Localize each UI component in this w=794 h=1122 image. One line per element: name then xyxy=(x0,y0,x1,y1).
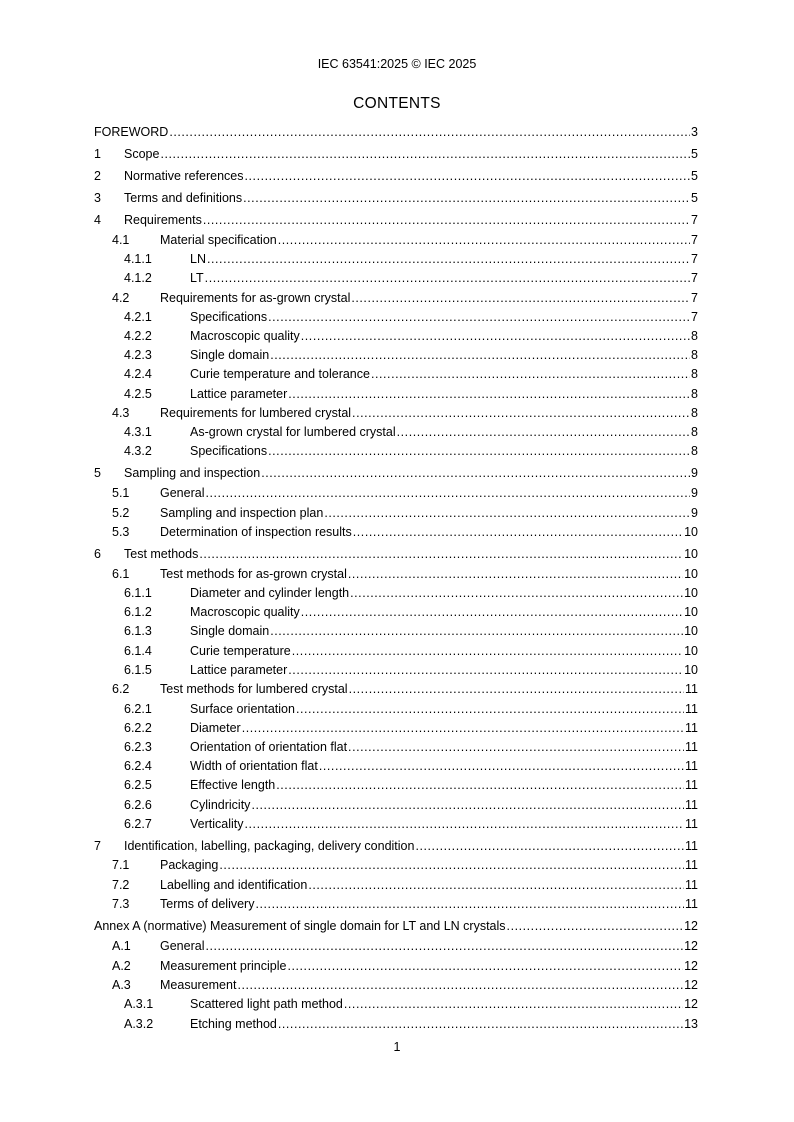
toc-entry-label: Terms of delivery xyxy=(160,897,255,912)
toc-entry-label: Etching method xyxy=(190,1016,277,1031)
toc-dot-leader xyxy=(296,702,684,717)
toc-entry[interactable] xyxy=(94,506,698,521)
toc-entry[interactable] xyxy=(94,348,698,363)
toc-dot-leader xyxy=(287,959,683,974)
toc-entry[interactable] xyxy=(94,291,698,306)
toc-entry-page: 7 xyxy=(691,213,698,227)
page-number: 1 xyxy=(393,1040,401,1054)
toc-entry-number: 6.1.2 xyxy=(124,605,152,620)
toc-entry[interactable] xyxy=(94,444,698,459)
toc-dot-leader xyxy=(169,125,690,140)
toc-dot-leader xyxy=(348,740,684,755)
toc-entry-number: 6 xyxy=(94,547,101,562)
toc-entry-number: 4.1 xyxy=(112,232,130,247)
toc-entry-number: A.3.2 xyxy=(124,1016,154,1031)
toc-entry-number: 4.3 xyxy=(112,406,130,421)
toc-dot-leader xyxy=(268,444,690,459)
toc-dot-leader xyxy=(251,798,684,813)
toc-dot-leader xyxy=(353,525,683,540)
toc-dot-leader xyxy=(301,329,690,344)
toc-entry-page: 11 xyxy=(685,759,698,774)
toc-entry-number: 5.3 xyxy=(112,525,130,540)
toc-entry[interactable] xyxy=(94,721,698,736)
toc-entry-page: 9 xyxy=(691,466,698,481)
toc-entry-label: FOREWORD xyxy=(94,125,169,139)
toc-dot-leader xyxy=(243,191,690,206)
toc-entry[interactable] xyxy=(94,213,698,228)
toc-dot-leader xyxy=(270,624,683,639)
toc-entry[interactable] xyxy=(94,663,698,678)
toc-entry-page: 12 xyxy=(684,919,698,934)
toc-entry-label: Diameter xyxy=(190,720,241,735)
toc-entry-page: 13 xyxy=(684,1016,698,1031)
toc-entry-page: 11 xyxy=(685,816,698,831)
toc-entry-page: 10 xyxy=(684,525,698,540)
toc-entry[interactable] xyxy=(94,897,698,912)
toc-entry-label: Identification, labelling, packaging, delivery condition xyxy=(124,838,415,853)
toc-entry-number: 6.2.2 xyxy=(124,720,152,735)
toc-entry-page: 8 xyxy=(691,406,698,421)
toc-dot-leader xyxy=(203,213,690,228)
toc-entry-label: Verticality xyxy=(190,816,244,831)
toc-entry-number: 7.1 xyxy=(112,858,130,873)
toc-entry-label: Curie temperature and tolerance xyxy=(190,367,370,382)
toc-dot-leader xyxy=(207,252,690,267)
toc-entry-label: Lattice parameter xyxy=(190,386,288,401)
toc-entry-label: Sampling and inspection plan xyxy=(160,505,324,520)
toc-entry-page: 11 xyxy=(685,682,698,697)
toc-dot-leader xyxy=(278,1017,683,1032)
toc-entry[interactable] xyxy=(94,329,698,344)
toc-entry-page: 11 xyxy=(685,739,698,754)
toc-dot-leader xyxy=(237,978,683,993)
toc-entry-label: As-grown crystal for lumbered crystal xyxy=(190,425,396,440)
toc-entry-number: 6.2.6 xyxy=(124,797,152,812)
toc-entry[interactable] xyxy=(94,525,698,540)
toc-entry-page: 7 xyxy=(691,251,698,266)
toc-dot-leader xyxy=(278,233,690,248)
toc-dot-leader xyxy=(242,721,684,736)
toc-entry[interactable] xyxy=(94,702,698,717)
toc-entry-label: General xyxy=(160,939,205,954)
toc-dot-leader xyxy=(349,682,684,697)
toc-entry[interactable] xyxy=(94,547,698,562)
toc-entry-label: Specifications xyxy=(190,309,268,324)
toc-entry[interactable] xyxy=(94,586,698,601)
toc-entry-label: Specifications xyxy=(190,444,268,459)
toc-dot-leader xyxy=(270,348,690,363)
toc-entry-number: 7.3 xyxy=(112,897,130,912)
toc-entry-page: 3 xyxy=(691,125,698,139)
toc-entry-page: 10 xyxy=(684,662,698,677)
toc-entry-page: 11 xyxy=(685,897,698,912)
toc-entry[interactable] xyxy=(94,778,698,793)
toc-entry-label: Normative references xyxy=(124,169,244,183)
toc-entry-label: Packaging xyxy=(160,858,219,873)
toc-dot-leader xyxy=(324,506,690,521)
toc-entry[interactable] xyxy=(94,978,698,993)
toc-entry-label: Single domain xyxy=(190,348,270,363)
toc-entry-label: Annex A (normative) Measurement of single domain for LT and LN crystals xyxy=(94,919,506,934)
toc-entry-page: 10 xyxy=(684,586,698,601)
toc-dot-leader xyxy=(507,919,684,934)
toc-dot-leader xyxy=(397,425,690,440)
toc-entry-page: 7 xyxy=(691,270,698,285)
toc-dot-leader xyxy=(268,310,690,325)
toc-entry-page: 10 xyxy=(684,547,698,562)
toc-entry-number: 7 xyxy=(94,838,101,853)
toc-entry-number: 6.1.1 xyxy=(124,586,152,601)
toc-entry-page: 7 xyxy=(691,290,698,305)
toc-dot-leader xyxy=(261,466,690,481)
toc-entry[interactable] xyxy=(94,839,698,854)
toc-entry-number: 5 xyxy=(94,466,101,481)
toc-dot-leader xyxy=(415,839,684,854)
toc-entry[interactable] xyxy=(94,125,698,140)
toc-entry-label: Test methods for lumbered crystal xyxy=(160,682,348,697)
toc-entry-page: 11 xyxy=(685,858,698,873)
toc-entry[interactable] xyxy=(94,147,698,162)
toc-entry[interactable] xyxy=(94,567,698,582)
toc-entry-label: Orientation of orientation flat xyxy=(190,739,348,754)
toc-dot-leader xyxy=(344,997,683,1012)
toc-entry-label: Curie temperature xyxy=(190,643,291,658)
toc-dot-leader xyxy=(352,406,690,421)
toc-dot-leader xyxy=(288,663,683,678)
toc-entry-number: 2 xyxy=(94,169,101,183)
toc-entry-label: Test methods xyxy=(124,547,199,562)
toc-dot-leader xyxy=(348,567,683,582)
toc-entry-page: 8 xyxy=(691,367,698,382)
toc-dot-leader xyxy=(288,387,690,402)
toc-dot-leader xyxy=(245,169,691,184)
toc-entry-label: Diameter and cylinder length xyxy=(190,586,350,601)
toc-dot-leader xyxy=(205,939,683,954)
toc-entry-label: Measurement principle xyxy=(160,958,287,973)
toc-entry[interactable] xyxy=(94,310,698,325)
toc-entry[interactable] xyxy=(94,233,698,248)
toc-entry-page: 11 xyxy=(685,701,698,716)
toc-entry-label: Surface orientation xyxy=(190,701,295,716)
toc-entry-page: 11 xyxy=(685,838,698,853)
toc-entry-label: Lattice parameter xyxy=(190,662,288,677)
toc-entry-label: LT xyxy=(190,270,204,285)
toc-entry-page: 5 xyxy=(691,191,698,205)
toc-entry-number: 4.3.1 xyxy=(124,425,152,440)
toc-entry-page: 10 xyxy=(684,605,698,620)
toc-entry-number: 4.2.3 xyxy=(124,348,152,363)
toc-entry-label: Material specification xyxy=(160,232,277,247)
toc-entry-page: 10 xyxy=(684,643,698,658)
toc-entry-label: Measurement xyxy=(160,978,237,993)
toc-entry-number: 4.1.1 xyxy=(124,251,152,266)
toc-entry-label: Macroscopic quality xyxy=(190,328,300,343)
toc-entry-label: Determination of inspection results xyxy=(160,525,352,540)
toc-entry[interactable] xyxy=(94,466,698,481)
toc-dot-leader xyxy=(371,367,690,382)
page-title: CONTENTS xyxy=(353,95,441,112)
toc-entry-number: 6.1 xyxy=(112,566,130,581)
toc-entry-label: Labelling and identification xyxy=(160,877,308,892)
toc-entry-page: 9 xyxy=(691,505,698,520)
document-header: IEC 63541:2025 © IEC 2025 xyxy=(317,57,477,71)
toc-dot-leader xyxy=(205,271,690,286)
toc-entry-number: 4 xyxy=(94,213,101,227)
toc-entry-number: 7.2 xyxy=(112,877,130,892)
toc-entry-page: 8 xyxy=(691,328,698,343)
toc-entry[interactable] xyxy=(94,997,698,1012)
toc-entry-number: 6.2.3 xyxy=(124,739,152,754)
toc-dot-leader xyxy=(199,547,683,562)
toc-entry-number: 5.1 xyxy=(112,486,130,501)
toc-entry-label: Terms and definitions xyxy=(124,191,243,205)
toc-entry[interactable] xyxy=(94,425,698,440)
toc-entry-number: 4.2.1 xyxy=(124,309,152,324)
toc-dot-leader xyxy=(351,291,690,306)
toc-entry[interactable] xyxy=(94,740,698,755)
toc-entry-label: Scattered light path method xyxy=(190,997,343,1012)
toc-entry[interactable] xyxy=(94,406,698,421)
toc-dot-leader xyxy=(319,759,684,774)
toc-entry-page: 8 xyxy=(691,386,698,401)
toc-entry-number: 6.2 xyxy=(112,682,130,697)
toc-entry-number: 6.2.7 xyxy=(124,816,152,831)
toc-entry[interactable] xyxy=(94,605,698,620)
toc-entry-label: Scope xyxy=(124,147,160,161)
toc-dot-leader xyxy=(292,644,683,659)
toc-entry-number: 5.2 xyxy=(112,505,130,520)
toc-entry-label: Sampling and inspection xyxy=(124,466,261,481)
toc-entry[interactable] xyxy=(94,367,698,382)
toc-entry-number: A.1 xyxy=(112,939,131,954)
toc-entry-page: 11 xyxy=(685,877,698,892)
toc-entry[interactable] xyxy=(94,1017,698,1032)
toc-entry-number: 6.2.5 xyxy=(124,778,152,793)
toc-entry[interactable] xyxy=(94,486,698,501)
toc-entry-label: Requirements xyxy=(124,213,202,227)
toc-dot-leader xyxy=(205,486,690,501)
toc-entry[interactable] xyxy=(94,644,698,659)
toc-entry-number: 4.2.4 xyxy=(124,367,152,382)
toc-entry-page: 12 xyxy=(684,958,698,973)
toc-entry-label: Test methods for as-grown crystal xyxy=(160,566,347,581)
toc-dot-leader xyxy=(301,605,683,620)
toc-entry-number: 6.1.3 xyxy=(124,624,152,639)
toc-entry-page: 7 xyxy=(691,232,698,247)
toc-entry-page: 7 xyxy=(691,309,698,324)
toc-dot-leader xyxy=(350,586,683,601)
toc-entry-number: A.2 xyxy=(112,958,131,973)
toc-entry[interactable] xyxy=(94,191,698,206)
toc-entry-page: 10 xyxy=(684,566,698,581)
toc-entry[interactable] xyxy=(94,252,698,267)
table-of-contents xyxy=(94,125,698,1032)
toc-entry-label: Requirements for lumbered crystal xyxy=(160,406,352,421)
toc-entry-page: 8 xyxy=(691,444,698,459)
toc-entry[interactable] xyxy=(94,959,698,974)
toc-entry-page: 11 xyxy=(685,720,698,735)
toc-entry[interactable] xyxy=(94,817,698,832)
toc-entry-label: Effective length xyxy=(190,778,276,793)
toc-entry-label: Macroscopic quality xyxy=(190,605,300,620)
toc-entry[interactable] xyxy=(94,919,698,934)
toc-entry-number: 3 xyxy=(94,191,101,205)
toc-entry[interactable] xyxy=(94,939,698,954)
toc-entry[interactable] xyxy=(94,878,698,893)
toc-dot-leader xyxy=(308,878,684,893)
toc-dot-leader xyxy=(160,147,690,162)
toc-entry-number: 4.2.2 xyxy=(124,328,152,343)
toc-entry-page: 8 xyxy=(691,425,698,440)
toc-entry-page: 11 xyxy=(685,778,698,793)
toc-entry[interactable] xyxy=(94,798,698,813)
toc-dot-leader xyxy=(255,897,684,912)
toc-entry-page: 9 xyxy=(691,486,698,501)
toc-dot-leader xyxy=(219,858,684,873)
toc-entry-number: 6.1.5 xyxy=(124,662,152,677)
toc-entry-page: 12 xyxy=(684,939,698,954)
toc-entry-page: 8 xyxy=(691,348,698,363)
toc-entry-number: 4.2.5 xyxy=(124,386,152,401)
toc-entry-number: 4.2 xyxy=(112,290,130,305)
toc-entry-page: 12 xyxy=(684,997,698,1012)
toc-entry[interactable] xyxy=(94,858,698,873)
toc-entry-number: A.3 xyxy=(112,978,131,993)
toc-entry-page: 11 xyxy=(685,797,698,812)
toc-entry-number: 4.1.2 xyxy=(124,270,152,285)
toc-entry-label: Requirements for as-grown crystal xyxy=(160,290,351,305)
toc-entry-page: 10 xyxy=(684,624,698,639)
toc-entry[interactable] xyxy=(94,169,698,184)
toc-entry-label: Width of orientation flat xyxy=(190,759,318,774)
toc-entry-page: 12 xyxy=(684,978,698,993)
toc-entry-number: 4.3.2 xyxy=(124,444,152,459)
toc-entry-number: 6.1.4 xyxy=(124,643,152,658)
toc-entry[interactable] xyxy=(94,624,698,639)
toc-dot-leader xyxy=(245,817,685,832)
toc-entry[interactable] xyxy=(94,682,698,697)
toc-entry[interactable] xyxy=(94,759,698,774)
toc-entry-label: Cylindricity xyxy=(190,797,251,812)
toc-entry[interactable] xyxy=(94,271,698,286)
toc-entry-label: LN xyxy=(190,251,206,266)
toc-dot-leader xyxy=(276,778,684,793)
toc-entry-number: 6.2.4 xyxy=(124,759,152,774)
toc-entry-page: 5 xyxy=(691,147,698,161)
toc-entry-page: 5 xyxy=(691,169,698,183)
toc-entry-label: General xyxy=(160,486,205,501)
toc-entry-number: 1 xyxy=(94,147,101,161)
toc-entry-number: A.3.1 xyxy=(124,997,154,1012)
toc-entry[interactable] xyxy=(94,387,698,402)
toc-entry-label: Single domain xyxy=(190,624,270,639)
toc-entry-number: 6.2.1 xyxy=(124,701,152,716)
